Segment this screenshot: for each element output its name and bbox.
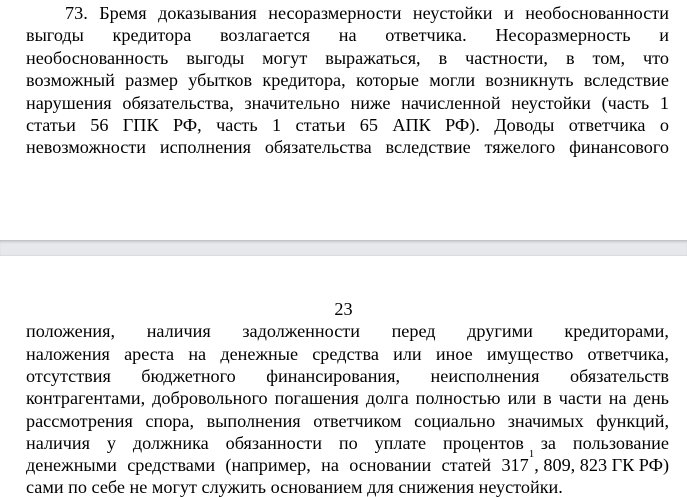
paragraph-line-15: сами по себе не могут служить основанием для снижения неустойки. bbox=[26, 477, 563, 497]
page-separator bbox=[0, 240, 687, 256]
paragraph-line-7: невозможности исполнения обязательства вследствие тяжелого финансового bbox=[26, 137, 669, 157]
paragraph-line-3: необоснованность выгоды могут выражаться, в частности, в том, что bbox=[26, 48, 669, 68]
page-top bbox=[0, 0, 687, 240]
paragraph-line-8: положения, наличия задолженности перед другими кредиторами, bbox=[26, 321, 669, 341]
page-number: 23 bbox=[334, 299, 353, 319]
paragraph-line-6: статьи 56 ГПК РФ, часть 1 статьи 65 АПК РФ). Доводы ответчика о bbox=[26, 115, 669, 135]
paragraph-line-11: контрагентами, добровольного погашения долга полностью или в части на день bbox=[26, 388, 669, 408]
paragraph-line-9: наложения ареста на денежные средства или иное имущество ответчика, bbox=[26, 344, 669, 364]
footnote-superscript: 1 bbox=[528, 448, 535, 460]
paragraph-line-14 bbox=[26, 448, 669, 476]
line-text-after-superscript: , 809, 823 ГК РФ) bbox=[534, 455, 669, 475]
page-bottom bbox=[0, 256, 687, 497]
line-text-before-superscript: денежными средствами (например, на основании статей 317 bbox=[26, 455, 529, 475]
paragraph-line-13: наличия у должника обязанности по уплате процентов за пользование bbox=[26, 433, 669, 453]
paragraph-line-12: рассмотрения спора, выполнения ответчиком социально значимых функций, bbox=[26, 411, 669, 431]
paragraph-line-10: отсутствия бюджетного финансирования, неисполнения обязательств bbox=[26, 366, 669, 386]
paragraph-line-5: нарушения обязательства, значительно ниже начисленной неустойки (часть 1 bbox=[26, 93, 669, 113]
paragraph-line-1: 73. Бремя доказывания несоразмерности неустойки и необоснованности bbox=[65, 3, 669, 23]
paragraph-line-2: выгоды кредитора возлагается на ответчика. Несоразмерность и bbox=[26, 25, 669, 45]
paragraph-line-4: возможный размер убытков кредитора, которые могли возникнуть вследствие bbox=[26, 70, 669, 90]
